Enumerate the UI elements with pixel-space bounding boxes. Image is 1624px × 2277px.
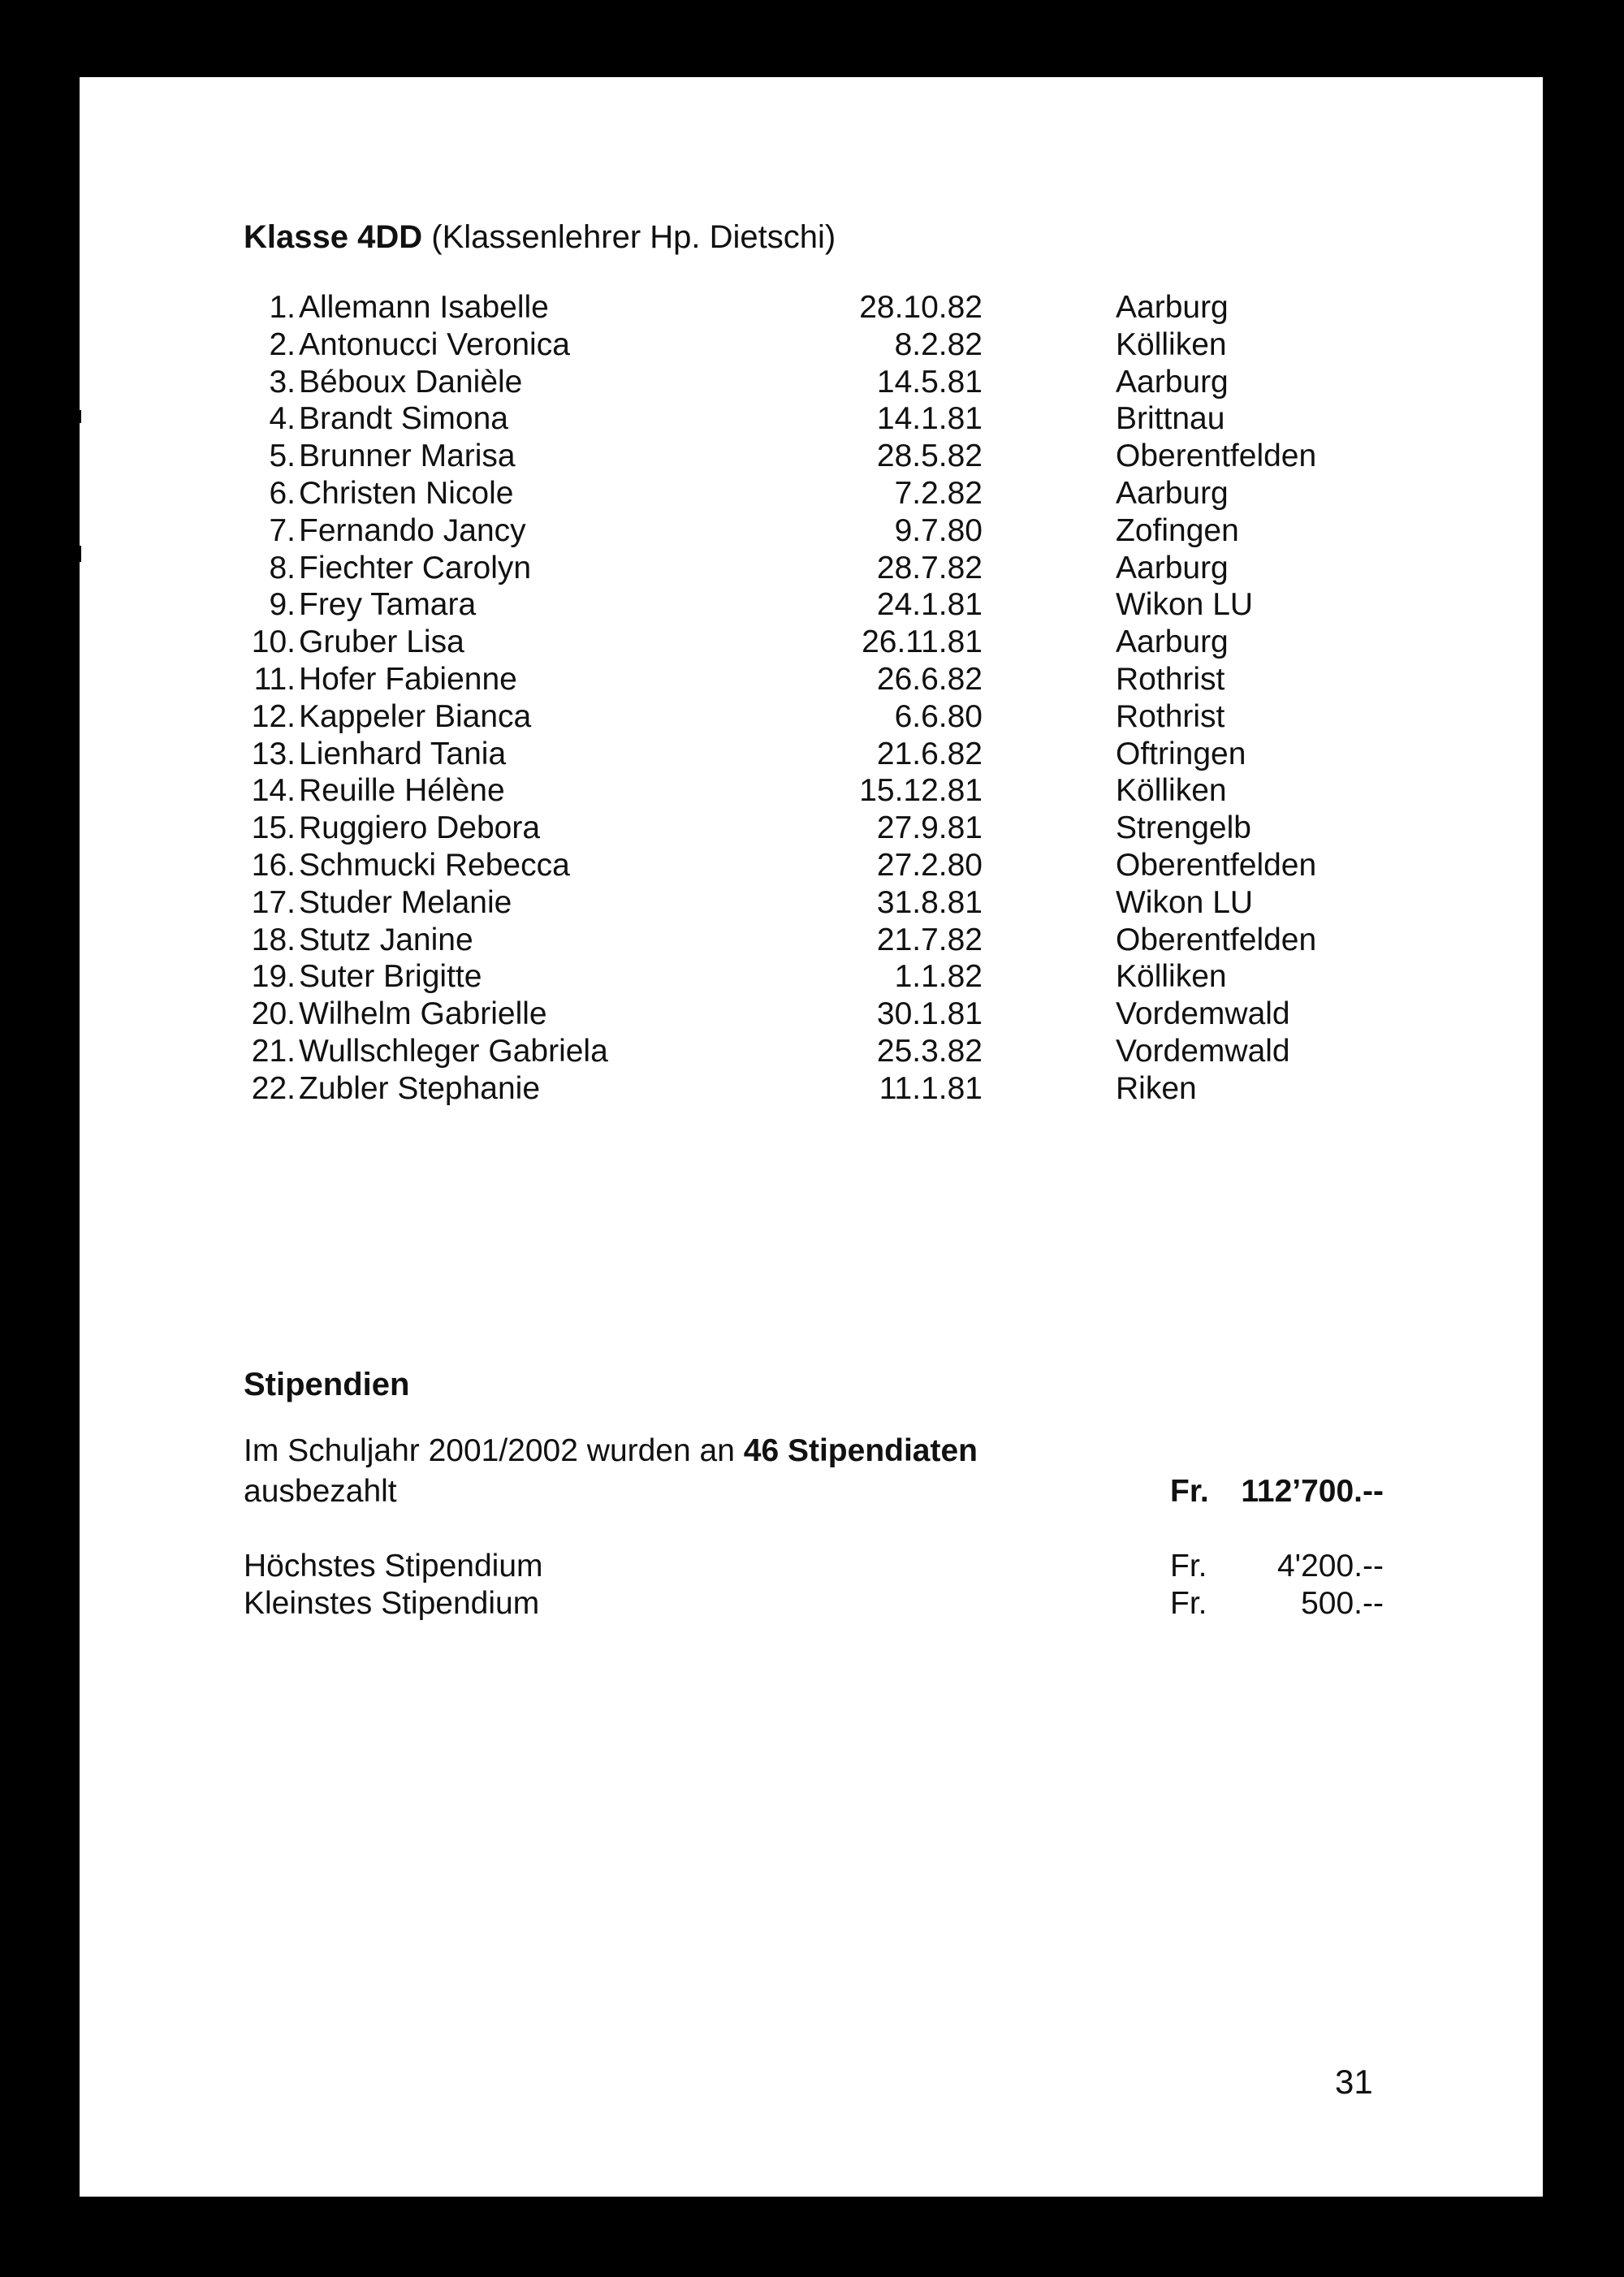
student-row [0, 289, 1624, 326]
student-birthdate: 25.3.82 [876, 1034, 983, 1069]
student-number: 15. [251, 810, 296, 846]
student-birthdate: 28.5.82 [876, 439, 983, 474]
student-row [0, 736, 1624, 773]
student-name: Reuille Hélène [299, 773, 505, 809]
student-birthdate: 7.2.82 [894, 476, 983, 511]
student-number: 7. [269, 512, 296, 548]
student-number: 4. [269, 401, 296, 437]
student-name: Ruggiero Debora [299, 810, 541, 846]
student-birthdate: 27.9.81 [876, 810, 983, 846]
student-birthdate: 15.12.81 [859, 773, 983, 809]
page-number: 31 [1335, 2063, 1373, 2101]
stipendien-intro [244, 1433, 978, 1469]
student-row [0, 550, 1624, 587]
student-name: Studer Melanie [299, 884, 512, 920]
student-place: Wikon LU [1116, 884, 1254, 920]
student-row [0, 512, 1624, 550]
student-place: Kölliken [1116, 959, 1227, 995]
student-place: Aarburg [1116, 476, 1229, 511]
student-row [0, 884, 1624, 922]
student-row [0, 400, 1624, 438]
student-place: Oftringen [1116, 736, 1246, 771]
student-row [0, 698, 1624, 736]
student-number: 10. [251, 624, 296, 660]
student-place: Kölliken [1116, 326, 1227, 362]
student-row [0, 475, 1624, 512]
student-place: Oberentfelden [1116, 439, 1317, 474]
student-name: Gruber Lisa [299, 624, 464, 660]
total-amount: 112’700.-- [1241, 1474, 1384, 1509]
min-amount: 500.-- [1301, 1586, 1384, 1621]
student-birthdate: 14.5.81 [876, 364, 983, 400]
student-row [0, 996, 1624, 1033]
student-place: Rothrist [1116, 662, 1225, 697]
student-number: 20. [251, 996, 296, 1032]
student-row [0, 922, 1624, 959]
student-row [0, 438, 1624, 475]
student-number: 9. [269, 587, 296, 623]
student-number: 11. [253, 662, 296, 697]
student-row [0, 847, 1624, 884]
student-number: 5. [269, 439, 296, 474]
student-name: Lienhard Tania [299, 736, 507, 771]
student-place: Wikon LU [1116, 587, 1254, 623]
min-currency: Fr. [1170, 1586, 1207, 1621]
student-place: Brittnau [1116, 401, 1225, 437]
stipendien-intro-text: Im Schuljahr 2001/2002 wurden an [244, 1433, 735, 1468]
student-birthdate: 26.11.81 [862, 624, 983, 660]
stipendiaten-count: 46 Stipendiaten [743, 1433, 978, 1468]
student-name: Wullschleger Gabriela [299, 1034, 608, 1069]
student-row [0, 661, 1624, 698]
student-number: 14. [251, 773, 296, 809]
student-place: Rothrist [1116, 698, 1225, 734]
student-number: 2. [269, 326, 296, 362]
student-birthdate: 14.1.81 [876, 401, 983, 437]
student-birthdate: 28.7.82 [876, 550, 983, 585]
student-place: Strengelb [1116, 810, 1251, 846]
student-birthdate: 30.1.81 [876, 996, 983, 1032]
student-name: Hofer Fabienne [299, 662, 517, 697]
student-name: Stutz Janine [299, 922, 473, 957]
student-number: 3. [269, 364, 296, 400]
student-name: Suter Brigitte [299, 959, 482, 995]
student-place: Oberentfelden [1116, 848, 1317, 883]
student-number: 22. [251, 1070, 296, 1106]
student-place: Kölliken [1116, 773, 1227, 809]
student-birthdate: 31.8.81 [876, 884, 983, 920]
class-heading [244, 219, 836, 256]
max-stipendium-label: Höchstes Stipendium [244, 1549, 543, 1584]
student-name: Frey Tamara [299, 587, 477, 623]
student-name: Antonucci Veronica [299, 326, 570, 362]
student-number: 21. [251, 1034, 296, 1069]
student-place: Zofingen [1116, 512, 1239, 548]
student-place: Vordemwald [1116, 996, 1290, 1032]
student-row [0, 326, 1624, 364]
student-name: Schmucki Rebecca [299, 848, 570, 883]
student-name: Béboux Danièle [299, 364, 523, 400]
class-title: Klasse 4DD [244, 219, 423, 255]
student-number: 1. [269, 290, 296, 325]
student-place: Aarburg [1116, 550, 1229, 585]
student-row [0, 810, 1624, 847]
student-row [0, 1070, 1624, 1108]
student-number: 6. [269, 476, 296, 511]
stipendien-title: Stipendien [244, 1367, 410, 1402]
student-birthdate: 21.6.82 [876, 736, 983, 771]
max-currency: Fr. [1170, 1549, 1207, 1584]
student-number: 17. [251, 884, 296, 920]
student-name: Christen Nicole [299, 476, 514, 511]
student-birthdate: 6.6.80 [894, 698, 983, 734]
student-name: Wilhelm Gabrielle [299, 996, 547, 1032]
student-row [0, 772, 1624, 810]
student-birthdate: 27.2.80 [876, 848, 983, 883]
student-name: Fiechter Carolyn [299, 550, 532, 585]
min-stipendium-label: Kleinstes Stipendium [244, 1586, 540, 1621]
student-number: 13. [251, 736, 296, 771]
student-birthdate: 28.10.82 [859, 290, 983, 325]
student-place: Oberentfelden [1116, 922, 1317, 957]
student-name: Brandt Simona [299, 401, 508, 437]
student-name: Brunner Marisa [299, 439, 516, 474]
student-number: 18. [251, 922, 296, 957]
student-name: Allemann Isabelle [299, 290, 549, 325]
student-birthdate: 8.2.82 [894, 326, 983, 362]
max-amount: 4'200.-- [1276, 1549, 1384, 1584]
student-birthdate: 9.7.80 [894, 512, 983, 548]
student-place: Aarburg [1116, 624, 1229, 660]
student-row [0, 586, 1624, 624]
student-place: Aarburg [1116, 364, 1229, 400]
student-birthdate: 1.1.82 [894, 959, 983, 995]
stipendien-intro-line2: ausbezahlt [244, 1474, 397, 1509]
student-place: Vordemwald [1116, 1034, 1290, 1069]
student-number: 16. [251, 848, 296, 883]
student-number: 12. [251, 698, 296, 734]
student-row [0, 624, 1624, 661]
student-place: Riken [1116, 1070, 1197, 1106]
student-row [0, 1033, 1624, 1070]
student-name: Fernando Jancy [299, 512, 526, 548]
student-row [0, 958, 1624, 996]
student-row [0, 364, 1624, 401]
student-birthdate: 26.6.82 [876, 662, 983, 697]
student-birthdate: 11.1.81 [879, 1070, 983, 1106]
student-name: Kappeler Bianca [299, 698, 532, 734]
student-number: 8. [269, 550, 296, 585]
class-subtitle: (Klassenlehrer Hp. Dietschi) [431, 219, 836, 255]
student-place: Aarburg [1116, 290, 1229, 325]
total-currency: Fr. [1170, 1474, 1209, 1509]
student-number: 19. [251, 959, 296, 995]
student-birthdate: 24.1.81 [876, 587, 983, 623]
student-name: Zubler Stephanie [299, 1070, 541, 1106]
student-birthdate: 21.7.82 [876, 922, 983, 957]
